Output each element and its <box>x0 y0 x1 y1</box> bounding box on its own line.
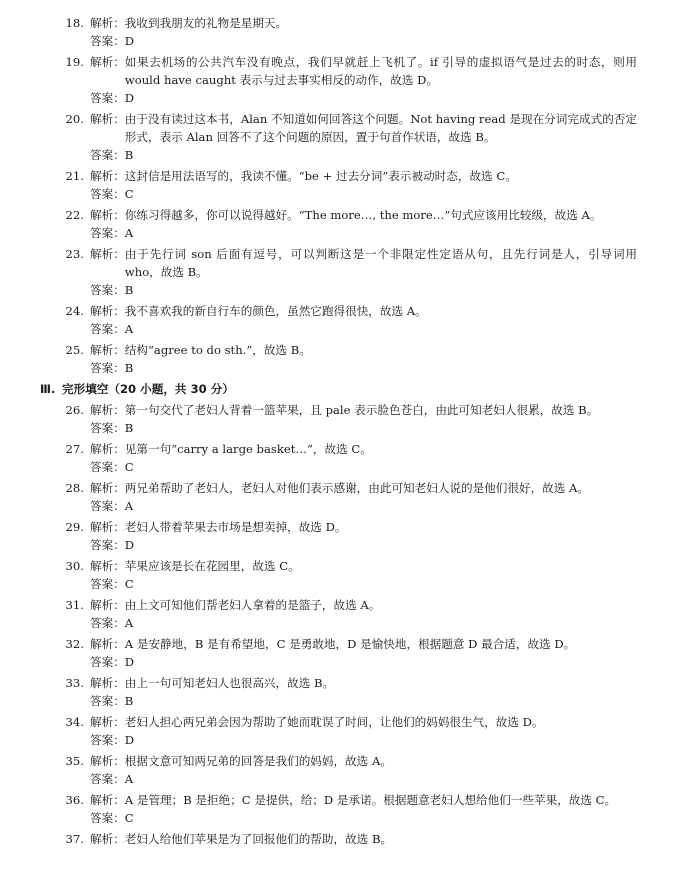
answer-value: B <box>124 361 134 375</box>
analysis-label: 解析： <box>90 715 125 729</box>
question-number: 35. <box>65 754 84 768</box>
answer-label: 答案： <box>90 187 125 201</box>
analysis-label: 解析： <box>90 343 125 357</box>
answer-value: B <box>124 421 134 435</box>
analysis-row <box>40 53 637 89</box>
answer-label: 答案： <box>90 460 125 474</box>
question-item <box>40 713 637 749</box>
question-item <box>40 206 637 242</box>
answer-label: 答案： <box>90 694 125 708</box>
answer-label: 答案： <box>90 361 125 375</box>
answer-value: D <box>124 538 135 552</box>
analysis-row <box>40 635 637 653</box>
analysis-label: 解析： <box>90 793 125 807</box>
answer-label: 答案： <box>90 733 125 747</box>
answer-value: A <box>124 772 134 786</box>
question-item <box>40 518 637 554</box>
question-number: 18. <box>65 16 84 30</box>
question-number: 26. <box>65 403 84 417</box>
answer-label: 答案： <box>90 226 125 240</box>
answer-label: 答案： <box>90 148 125 162</box>
section-heading <box>40 380 637 398</box>
question-number: 36. <box>65 793 84 807</box>
question-number: 30. <box>65 559 84 573</box>
analysis-text: 这封信是用法语写的，我读不懂。“be + 过去分词”表示被动时态，故选 C。 <box>124 169 517 183</box>
answer-label: 答案： <box>90 421 125 435</box>
analysis-text: 老妇人带着苹果去市场是想卖掉，故选 D。 <box>124 520 347 534</box>
analysis-label: 解析： <box>90 481 125 495</box>
question-number: 23. <box>65 247 84 261</box>
analysis-row <box>40 518 637 536</box>
analysis-row <box>40 440 637 458</box>
answer-row <box>90 89 637 107</box>
question-item <box>40 635 637 671</box>
analysis-row <box>40 752 637 770</box>
question-number: 21. <box>65 169 84 183</box>
answer-value: D <box>124 91 135 105</box>
answer-row <box>90 32 637 50</box>
analysis-text: 结构“agree to do sth.”，故选 B。 <box>124 343 311 357</box>
question-number: 28. <box>65 481 84 495</box>
answer-label: 答案： <box>90 577 125 591</box>
analysis-row <box>40 206 637 224</box>
answer-value: A <box>124 226 134 240</box>
answer-value: C <box>124 187 134 201</box>
analysis-text: 老妇人担心两兄弟会因为帮助了她而耽误了时间，让他们的妈妈很生气，故选 D。 <box>124 715 544 729</box>
analysis-row <box>40 110 637 146</box>
question-item <box>40 752 637 788</box>
analysis-text: 由于没有读过这本书，Alan 不知道如何回答这个问题。Not having read 是现在分词完成式的否定形式，表示 Alan 回答不了这个问题的原因，置于句首作状语，故选 B。 <box>124 112 637 144</box>
analysis-text: 你练习得越多，你可以说得越好。“The more…, the more…”句式应该用比较级，故选 A。 <box>124 208 602 222</box>
answer-row <box>90 770 637 788</box>
analysis-row <box>40 557 637 575</box>
answer-label: 答案： <box>90 538 125 552</box>
answer-row <box>90 536 637 554</box>
analysis-text: 两兄弟帮助了老妇人，老妇人对他们表示感谢，由此可知老妇人说的是他们很好，故选 A。 <box>124 481 590 495</box>
analysis-text: 苹果应该是长在花园里，故选 C。 <box>124 559 300 573</box>
answer-row <box>90 653 637 671</box>
answer-value: D <box>124 34 135 48</box>
answer-value: D <box>124 655 135 669</box>
analysis-text: A 是管理；B 是拒绝；C 是提供，给；D 是承诺。根据题意老妇人想给他们一些苹果，故选 C。 <box>124 793 617 807</box>
question-item <box>40 245 637 299</box>
answer-value: C <box>124 577 134 591</box>
analysis-text: 根据文意可知两兄弟的回答是我们的妈妈，故选 A。 <box>124 754 392 768</box>
analysis-label: 解析： <box>90 676 125 690</box>
analysis-label: 解析： <box>90 208 125 222</box>
analysis-row <box>40 302 637 320</box>
analysis-label: 解析： <box>90 247 125 261</box>
answer-row <box>90 575 637 593</box>
analysis-label: 解析： <box>90 598 125 612</box>
analysis-label: 解析： <box>90 169 125 183</box>
answer-value: C <box>124 460 134 474</box>
answer-row <box>90 614 637 632</box>
analysis-text: 老妇人给他们苹果是为了回报他们的帮助，故选 B。 <box>124 832 393 846</box>
question-item <box>40 341 637 377</box>
question-item <box>40 791 637 827</box>
answer-row <box>90 185 637 203</box>
analysis-text: 由于先行词 son 后面有逗号，可以判断这是一个非限定性定语从句，且先行词是人，引导词用 who，故选 B。 <box>124 247 637 279</box>
answer-value: D <box>124 733 135 747</box>
analysis-text: A 是安静地，B 是有希望地，C 是勇敢地，D 是愉快地，根据题意 D 最合适，故选 D。 <box>124 637 576 651</box>
answer-label: 答案： <box>90 772 125 786</box>
question-number: 27. <box>65 442 84 456</box>
question-item <box>40 53 637 107</box>
analysis-text: 由上文可知他们帮老妇人拿着的是篮子，故选 A。 <box>124 598 381 612</box>
question-item <box>40 110 637 164</box>
question-item <box>40 401 637 437</box>
question-item <box>40 830 637 848</box>
analysis-label: 解析： <box>90 16 125 30</box>
analysis-row <box>40 830 637 848</box>
answer-value: A <box>124 499 134 513</box>
question-item <box>40 167 637 203</box>
answer-row <box>90 458 637 476</box>
answer-list-part-2 <box>40 401 637 848</box>
analysis-row <box>40 401 637 419</box>
answer-value: C <box>124 811 134 825</box>
question-item <box>40 596 637 632</box>
answer-row <box>90 146 637 164</box>
question-item <box>40 557 637 593</box>
answer-label: 答案： <box>90 283 125 297</box>
answer-value: B <box>124 148 134 162</box>
analysis-label: 解析： <box>90 637 125 651</box>
question-number: 32. <box>65 637 84 651</box>
answer-row <box>90 359 637 377</box>
answer-row <box>90 320 637 338</box>
question-number: 37. <box>65 832 84 846</box>
answer-label: 答案： <box>90 91 125 105</box>
answer-value: A <box>124 616 134 630</box>
answer-label: 答案： <box>90 616 125 630</box>
answer-row <box>90 281 637 299</box>
analysis-text: 见第一句“carry a large basket…”，故选 C。 <box>124 442 372 456</box>
question-item <box>40 479 637 515</box>
analysis-text: 我不喜欢我的新自行车的颜色，虽然它跑得很快，故选 A。 <box>124 304 427 318</box>
section-subtitle: （20 小题，共 30 分） <box>108 382 234 396</box>
answer-label: 答案： <box>90 34 125 48</box>
analysis-text: 由上一句可知老妇人也很高兴，故选 B。 <box>124 676 335 690</box>
answer-row <box>90 224 637 242</box>
question-item <box>40 14 637 50</box>
question-number: 22. <box>65 208 84 222</box>
question-number: 19. <box>65 55 84 69</box>
question-number: 24. <box>65 304 84 318</box>
answer-row <box>90 731 637 749</box>
section-title: 完形填空 <box>62 382 109 396</box>
analysis-text: 我收到我朋友的礼物是星期天。 <box>124 16 288 30</box>
analysis-text: 第一句交代了老妇人背着一篮苹果，且 pale 表示脸色苍白，由此可知老妇人很累，故选 B。 <box>124 403 599 417</box>
analysis-label: 解析： <box>90 442 125 456</box>
section-number: Ⅲ. <box>40 382 56 396</box>
analysis-label: 解析： <box>90 55 125 69</box>
analysis-row <box>40 341 637 359</box>
answer-label: 答案： <box>90 499 125 513</box>
question-number: 29. <box>65 520 84 534</box>
answer-value: B <box>124 283 134 297</box>
analysis-row <box>40 674 637 692</box>
analysis-label: 解析： <box>90 112 125 126</box>
answer-row <box>90 497 637 515</box>
answer-label: 答案： <box>90 811 125 825</box>
question-number: 20. <box>65 112 84 126</box>
analysis-label: 解析： <box>90 832 125 846</box>
question-item <box>40 440 637 476</box>
answer-row <box>90 419 637 437</box>
analysis-row <box>40 596 637 614</box>
answer-row <box>90 809 637 827</box>
analysis-row <box>40 245 637 281</box>
analysis-row <box>40 167 637 185</box>
answer-row <box>90 692 637 710</box>
analysis-row <box>40 791 637 809</box>
analysis-text: 如果去机场的公共汽车没有晚点，我们早就赶上飞机了。if 引导的虚拟语气是过去的时态，则用 would have caught 表示与过去事实相反的动作，故选 D。 <box>124 55 637 87</box>
question-number: 34. <box>65 715 84 729</box>
answer-label: 答案： <box>90 655 125 669</box>
analysis-row <box>40 479 637 497</box>
question-number: 33. <box>65 676 84 690</box>
answer-label: 答案： <box>90 322 125 336</box>
analysis-label: 解析： <box>90 559 125 573</box>
answer-value: B <box>124 694 134 708</box>
analysis-row <box>40 14 637 32</box>
analysis-label: 解析： <box>90 403 125 417</box>
question-number: 31. <box>65 598 84 612</box>
analysis-label: 解析： <box>90 754 125 768</box>
answer-value: A <box>124 322 134 336</box>
analysis-label: 解析： <box>90 304 125 318</box>
analysis-label: 解析： <box>90 520 125 534</box>
question-item <box>40 302 637 338</box>
analysis-row <box>40 713 637 731</box>
answer-list-part-1 <box>40 14 637 377</box>
question-item <box>40 674 637 710</box>
question-number: 25. <box>65 343 84 357</box>
